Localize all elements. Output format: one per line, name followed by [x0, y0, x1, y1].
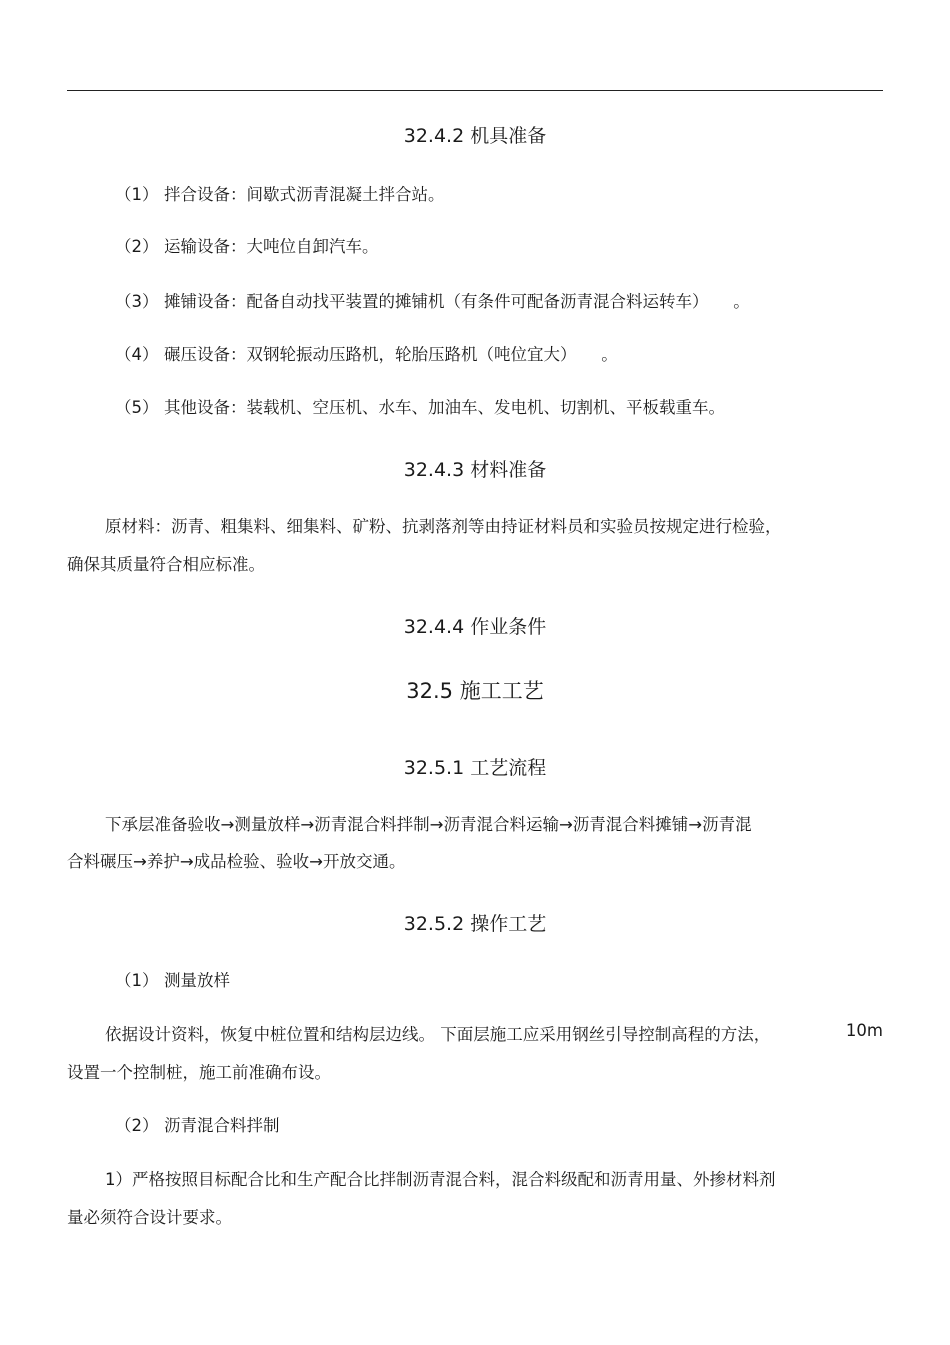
- heading-materials: 32.4.3 材料准备: [403, 459, 547, 481]
- item-number: （5）: [115, 398, 159, 417]
- mixing-paragraph-line: 1）严格按照目标配合比和生产配合比拌制沥青混合料，混合料级配和沥青用量、外掺材料剂: [105, 1170, 776, 1189]
- heading-conditions: 32.4.4 作业条件: [403, 616, 547, 638]
- equipment-item: [115, 181, 445, 205]
- header-rule: [67, 90, 883, 91]
- item-text: 拌合设备：间歇式沥青混凝土拌合站。: [164, 185, 445, 204]
- mixing-subheading: [115, 1112, 280, 1136]
- item-text: 测量放样: [164, 971, 230, 990]
- heading-operation: 32.5.2 操作工艺: [403, 913, 547, 935]
- item-text: 摊铺设备：配备自动找平装置的摊铺机（有条件可配备沥青混合料运转车） 。: [164, 292, 750, 311]
- heading-construction-process: 32.5 施工工艺: [406, 679, 544, 703]
- item-number: （2）: [115, 1116, 159, 1135]
- equipment-item: [115, 394, 725, 418]
- item-text: 运输设备：大吨位自卸汽车。: [164, 237, 379, 256]
- materials-paragraph-line: 确保其质量符合相应标准。: [67, 555, 265, 574]
- item-number: （1）: [115, 971, 159, 990]
- materials-paragraph-line: 原材料：沥青、粗集料、细集料、矿粉、抗剥落剂等由持证材料员和实验员按规定进行检验，: [105, 517, 782, 536]
- item-number: （1）: [115, 185, 159, 204]
- heading-machinery: 32.4.2 机具准备: [403, 125, 547, 147]
- equipment-item: [115, 341, 618, 365]
- survey-subheading: [115, 967, 230, 991]
- survey-paragraph-line: 设置一个控制桩，施工前准确布设。: [67, 1063, 331, 1082]
- item-number: （3）: [115, 292, 159, 311]
- item-number: （2）: [115, 237, 159, 256]
- item-text: 碾压设备：双钢轮振动压路机，轮胎压路机（吨位宜大） 。: [164, 345, 618, 364]
- survey-paragraph-line: 依据设计资料，恢复中桩位置和结构层边线。 下面层施工应采用钢丝引导控制高程的方法，: [105, 1025, 771, 1044]
- flow-paragraph-line: 下承层准备验收→测量放样→沥青混合料拌制→沥青混合料运输→沥青混合料摊铺→沥青混: [105, 815, 752, 834]
- heading-process-flow: 32.5.1 工艺流程: [403, 757, 547, 779]
- equipment-item: [115, 233, 379, 257]
- item-text: 其他设备：装载机、空压机、水车、加油车、发电机、切割机、平板载重车。: [164, 398, 725, 417]
- survey-paragraph-end: 10m: [845, 1021, 883, 1040]
- flow-paragraph-line: 合料碾压→养护→成品检验、验收→开放交通。: [67, 852, 406, 871]
- equipment-item: [115, 288, 750, 312]
- item-number: （4）: [115, 345, 159, 364]
- item-text: 沥青混合料拌制: [164, 1116, 280, 1135]
- mixing-paragraph-line: 量必须符合设计要求。: [67, 1208, 232, 1227]
